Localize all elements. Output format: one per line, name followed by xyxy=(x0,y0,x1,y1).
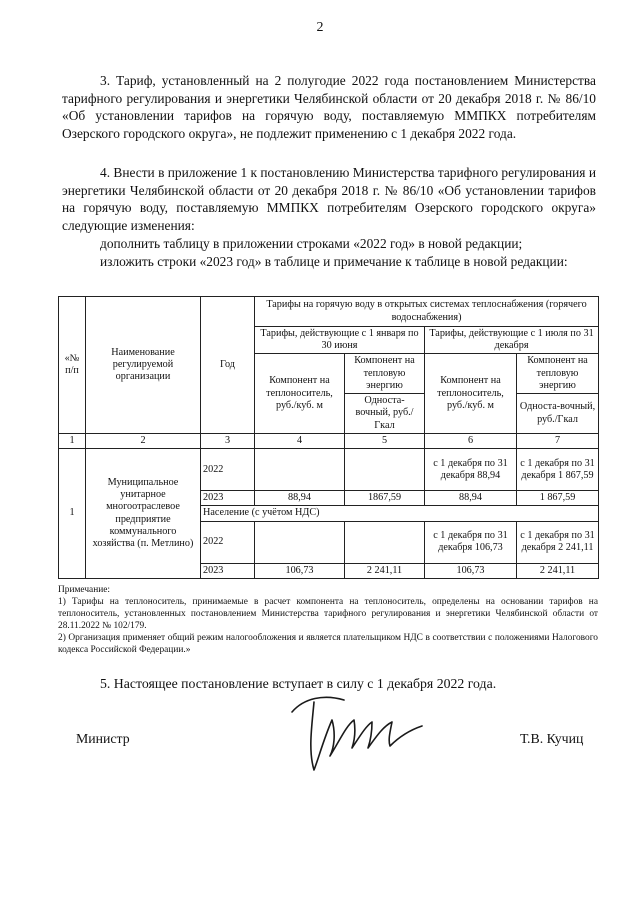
col-num: 5 xyxy=(345,434,425,449)
note-2: 2) Организация применяет общий режим налогообложения и является плательщиком НДС в соответствии с положениями Налогового кодекса Российской Федерации.» xyxy=(58,633,598,655)
value-cell: 1867,59 xyxy=(345,491,425,506)
value-cell xyxy=(255,449,345,491)
header-onepart-1: Односта-вочный, руб./Гкал xyxy=(345,394,425,434)
value-cell: с 1 декабря по 31 декабря 88,94 xyxy=(425,449,517,491)
minister-label: Министр xyxy=(76,731,130,746)
col-num: 1 xyxy=(59,434,86,449)
table-row xyxy=(59,449,599,491)
col-num: 2 xyxy=(86,434,201,449)
value-cell: с 1 декабря по 31 декабря 1 867,59 xyxy=(517,449,599,491)
signature-image xyxy=(284,690,434,780)
header-heatcarrier-2: Компонент на теплоноситель, руб./куб. м xyxy=(425,354,517,434)
value-cell: 88,94 xyxy=(255,491,345,506)
header-tariffs: Тарифы на горячую воду в открытых системах теплоснабжения (горячего водоснабжения) xyxy=(255,297,599,327)
row-number: 1 xyxy=(59,449,86,579)
value-cell: 2 241,11 xyxy=(517,563,599,578)
year-cell: 2022 xyxy=(201,449,255,491)
notes-title: Примечание: xyxy=(58,585,111,595)
population-label: Население (с учётом НДС) xyxy=(201,506,599,521)
paragraph-5: 5. Настоящее постановление вступает в силу с 1 декабря 2022 года. xyxy=(100,676,497,691)
value-cell: 106,73 xyxy=(425,563,517,578)
value-cell: с 1 декабря по 31 декабря 2 241,11 xyxy=(517,521,599,563)
amendment-line-a: дополнить таблицу в приложении строками «2022 год» в новой редакции; xyxy=(100,236,523,251)
year-cell: 2022 xyxy=(201,521,255,563)
header-org-name: Наименование регулируемой организации xyxy=(86,297,201,434)
col-num: 3 xyxy=(201,434,255,449)
header-energy-2: Компонент на тепловую энергию xyxy=(517,354,599,394)
header-period-2: Тарифы, действующие с 1 июля по 31 декабря xyxy=(425,327,599,354)
value-cell: 1 867,59 xyxy=(517,491,599,506)
value-cell: 106,73 xyxy=(255,563,345,578)
org-name: Муниципальное унитарное многоотраслевое предприятие коммунального хозяйства (п. Метлино) xyxy=(86,449,201,579)
page-number: 2 xyxy=(316,20,324,35)
note-1: 1) Тарифы на теплоноситель, принимаемые в расчет компонента на теплоноситель, определены на основании тарифов на теплоноситель, установленных постановлением Министерства тарифного регулирования и энергетики Челябинской области от 28.11.2022 № 102/179. xyxy=(58,597,598,631)
paragraph-3: 3. Тариф, установленный на 2 полугодие 2022 года постановлением Министерства тарифного регулирования и энергетики Челябинской области от 20 декабря 2018 г. № 86/10 «Об установлении тарифов на горячую воду, поставляемую ММПКХ потребителям Озерского городского округа», не подлежит применению с 1 декабря 2022 года. xyxy=(62,73,596,141)
value-cell xyxy=(345,521,425,563)
value-cell: 88,94 xyxy=(425,491,517,506)
col-num: 7 xyxy=(517,434,599,449)
value-cell xyxy=(345,449,425,491)
amendment-line-b: изложить строки «2023 год» в таблице и примечание к таблице в новой редакции: xyxy=(100,254,568,269)
header-onepart-2: Односта-вочный, руб./Гкал xyxy=(517,394,599,434)
table-notes xyxy=(58,584,598,656)
col-num: 6 xyxy=(425,434,517,449)
value-cell: с 1 декабря по 31 декабря 106,73 xyxy=(425,521,517,563)
year-cell: 2023 xyxy=(201,563,255,578)
year-cell: 2023 xyxy=(201,491,255,506)
tariff-table xyxy=(58,296,599,579)
paragraph-4: 4. Внести в приложение 1 к постановлению Министерства тарифного регулирования и энергетики Челябинской области от 20 декабря 2018 г. № 86/10 «Об установлении тарифов на горячую воду, поставляемую ММПКХ потребителям Озерского городского округа» следующие изменения: xyxy=(62,165,596,233)
header-heatcarrier-1: Компонент на теплоноситель, руб./куб. м xyxy=(255,354,345,434)
value-cell xyxy=(255,521,345,563)
header-num: «№ п/п xyxy=(59,297,86,434)
signer-name: Т.В. Кучиц xyxy=(520,731,584,746)
header-energy-1: Компонент на тепловую энергию xyxy=(345,354,425,394)
header-year: Год xyxy=(201,297,255,434)
header-period-1: Тарифы, действующие с 1 января по 30 июня xyxy=(255,327,425,354)
value-cell: 2 241,11 xyxy=(345,563,425,578)
col-num: 4 xyxy=(255,434,345,449)
